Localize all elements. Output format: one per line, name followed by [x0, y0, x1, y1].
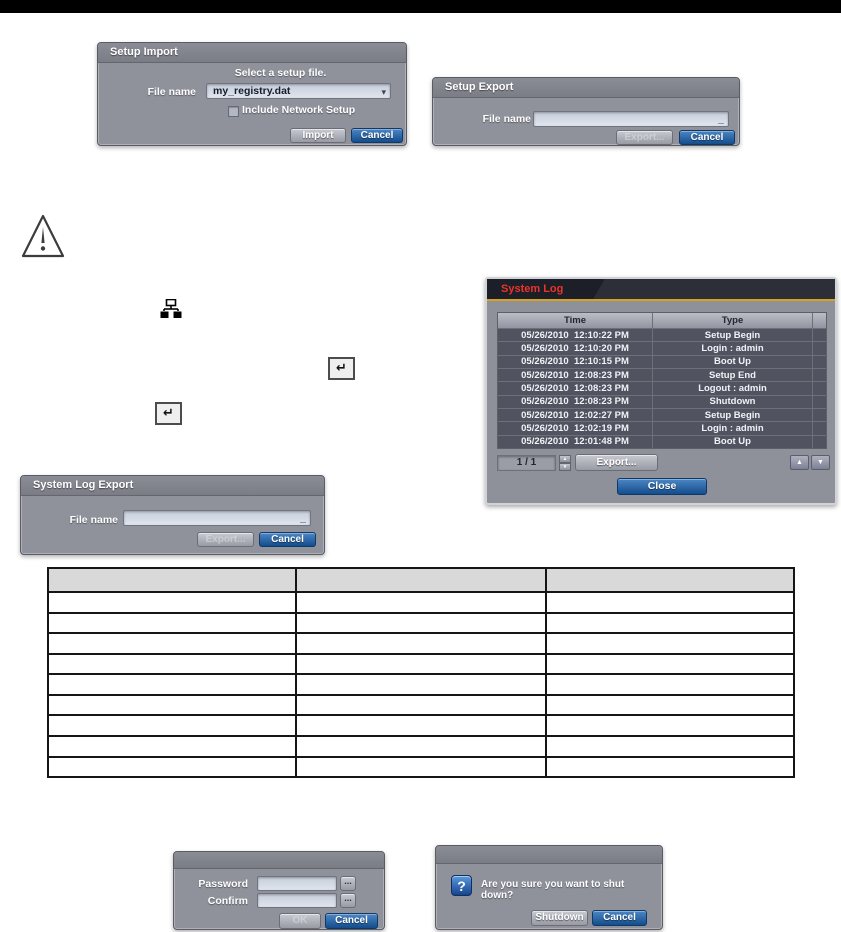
system-log-title: System Log — [501, 283, 564, 295]
network-icon — [160, 299, 182, 324]
log-scroll-cell — [813, 329, 826, 341]
confirm-label: Confirm — [207, 895, 248, 907]
log-scroll-cell — [813, 342, 826, 354]
setup-export-dialog — [432, 77, 740, 146]
table-cell — [49, 634, 297, 653]
log-scroll-cell — [813, 409, 826, 421]
empty-table — [47, 567, 795, 778]
spinner-down-button[interactable]: ▼ — [559, 463, 571, 471]
include-network-setup-label: Include Network Setup — [242, 104, 356, 116]
caution-triangle-icon — [20, 212, 66, 267]
type-column-header: Type — [653, 313, 813, 328]
include-network-setup-checkbox[interactable] — [228, 106, 239, 117]
table-cell — [297, 716, 547, 735]
log-time-cell: 05/26/2010 12:10:22 PM — [498, 329, 653, 341]
shutdown-message: Are you sure you want to shut down? — [481, 879, 625, 901]
log-row[interactable] — [498, 421, 826, 434]
log-scroll-cell — [813, 356, 826, 368]
system-log-dialog — [485, 277, 837, 505]
table-cell — [297, 696, 547, 715]
table-row — [49, 632, 793, 653]
table-row — [49, 694, 793, 715]
password-dialog — [173, 851, 385, 930]
scroll-down-button[interactable]: ▼ — [811, 455, 830, 470]
scrollbar-column-header — [813, 313, 826, 328]
enter-key-icon: ↵ — [155, 402, 182, 425]
log-time-cell: 05/26/2010 12:08:23 PM — [498, 369, 653, 381]
system-log-table — [497, 312, 827, 449]
question-mark-icon: ? — [451, 875, 472, 896]
log-type-cell: Shutdown — [653, 396, 813, 408]
table-row — [49, 612, 793, 633]
file-name-input[interactable] — [123, 510, 311, 526]
log-scroll-cell — [813, 382, 826, 394]
header-cell — [297, 569, 547, 591]
file-name-label: File name — [147, 86, 196, 98]
log-scroll-cell — [813, 369, 826, 381]
time-column-header: Time — [498, 313, 653, 328]
table-cell — [547, 737, 793, 756]
text-cursor: _ — [718, 113, 724, 125]
chevron-down-icon: ▾ — [381, 87, 386, 97]
table-cell — [547, 634, 793, 653]
log-row[interactable] — [498, 328, 826, 341]
shutdown-dialog — [435, 845, 663, 930]
confirm-input[interactable] — [257, 893, 337, 908]
table-row — [49, 735, 793, 756]
table-cell — [49, 593, 297, 612]
cancel-button[interactable]: Cancel — [325, 913, 378, 929]
cancel-button[interactable]: Cancel — [592, 910, 647, 926]
table-row — [49, 673, 793, 694]
log-time-cell: 05/26/2010 12:02:19 PM — [498, 422, 653, 434]
log-row[interactable] — [498, 408, 826, 421]
cancel-button[interactable]: Cancel — [351, 128, 403, 143]
log-type-cell: Logout : admin — [653, 382, 813, 394]
table-cell — [297, 614, 547, 633]
setup-import-prompt: Select a setup file. — [234, 67, 327, 79]
table-cell — [547, 716, 793, 735]
log-time-cell: 05/26/2010 12:01:48 PM — [498, 436, 653, 448]
header-cell — [49, 569, 297, 591]
table-cell — [297, 593, 547, 612]
table-cell — [49, 737, 297, 756]
setup-import-dialog — [97, 42, 407, 146]
table-cell — [49, 614, 297, 633]
table-cell — [49, 675, 297, 694]
export-button[interactable]: Export... — [616, 130, 673, 145]
table-cell — [49, 716, 297, 735]
file-name-label: File name — [69, 514, 118, 526]
table-cell — [297, 634, 547, 653]
log-type-cell: Login : admin — [653, 342, 813, 354]
spinner-up-button[interactable]: ▲ — [559, 455, 571, 463]
log-time-cell: 05/26/2010 12:10:15 PM — [498, 356, 653, 368]
close-button[interactable]: Close — [617, 478, 707, 495]
page-top-black-bar — [0, 0, 841, 13]
password-dialog-title — [174, 852, 384, 869]
table-cell — [297, 655, 547, 674]
shutdown-button[interactable]: Shutdown — [531, 910, 588, 926]
log-row[interactable] — [498, 435, 826, 448]
log-scroll-cell — [813, 396, 826, 408]
system-log-export-dialog — [20, 475, 325, 555]
table-row — [49, 591, 793, 612]
table-cell — [547, 758, 793, 777]
log-row[interactable] — [498, 368, 826, 381]
table-cell — [547, 675, 793, 694]
table-row — [49, 756, 793, 777]
table-cell — [297, 737, 547, 756]
log-row[interactable] — [498, 395, 826, 408]
page-spinner — [559, 455, 571, 471]
gold-divider — [487, 299, 835, 301]
confirm-keypad-button[interactable]: ... — [340, 893, 356, 908]
table-cell — [547, 655, 793, 674]
log-scroll-cell — [813, 422, 826, 434]
file-name-dropdown[interactable] — [206, 83, 391, 99]
log-type-cell: Boot Up — [653, 436, 813, 448]
table-cell — [547, 614, 793, 633]
header-cell — [547, 569, 793, 591]
scroll-up-button[interactable]: ▲ — [790, 455, 809, 470]
table-cell — [297, 675, 547, 694]
ok-button[interactable]: OK — [279, 913, 321, 929]
log-time-cell: 05/26/2010 12:08:23 PM — [498, 382, 653, 394]
log-row[interactable] — [498, 381, 826, 394]
log-time-cell: 05/26/2010 12:02:27 PM — [498, 409, 653, 421]
table-cell — [49, 655, 297, 674]
table-cell — [49, 758, 297, 777]
file-name-value: my_registry.dat — [213, 85, 291, 97]
system-log-export-title: System Log Export — [21, 476, 324, 496]
file-name-input[interactable] — [533, 111, 729, 127]
empty-table-body — [49, 591, 793, 776]
table-cell — [547, 593, 793, 612]
log-type-cell: Login : admin — [653, 422, 813, 434]
enter-key-icon: ↵ — [328, 357, 355, 380]
log-scroll-cell — [813, 436, 826, 448]
export-button[interactable]: Export... — [197, 532, 254, 547]
text-cursor: _ — [300, 512, 306, 524]
password-label: Password — [198, 878, 248, 890]
setup-import-title: Setup Import — [98, 43, 406, 63]
password-input[interactable] — [257, 876, 337, 891]
log-type-cell: Boot Up — [653, 356, 813, 368]
password-keypad-button[interactable]: ... — [340, 876, 356, 891]
system-log-titlebar — [487, 279, 835, 299]
cancel-button[interactable]: Cancel — [679, 130, 735, 145]
page-indicator: 1 / 1 — [497, 455, 556, 471]
file-name-label: File name — [482, 113, 531, 125]
log-type-cell: Setup Begin — [653, 409, 813, 421]
log-type-cell: Setup Begin — [653, 329, 813, 341]
log-row[interactable] — [498, 355, 826, 368]
table-cell — [297, 758, 547, 777]
cancel-button[interactable]: Cancel — [259, 532, 316, 547]
table-cell — [547, 696, 793, 715]
log-time-cell: 05/26/2010 12:08:23 PM — [498, 396, 653, 408]
setup-export-title: Setup Export — [433, 78, 739, 98]
export-button[interactable]: Export... — [575, 454, 658, 471]
shutdown-dialog-title — [436, 846, 662, 864]
table-header-row — [498, 313, 826, 328]
empty-table-header — [49, 569, 793, 591]
log-time-cell: 05/26/2010 12:10:20 PM — [498, 342, 653, 354]
table-row — [49, 714, 793, 735]
system-log-rows — [498, 328, 826, 448]
log-type-cell: Setup End — [653, 369, 813, 381]
log-row[interactable] — [498, 341, 826, 354]
table-row — [49, 653, 793, 674]
import-button[interactable]: Import — [290, 128, 346, 143]
table-cell — [49, 696, 297, 715]
